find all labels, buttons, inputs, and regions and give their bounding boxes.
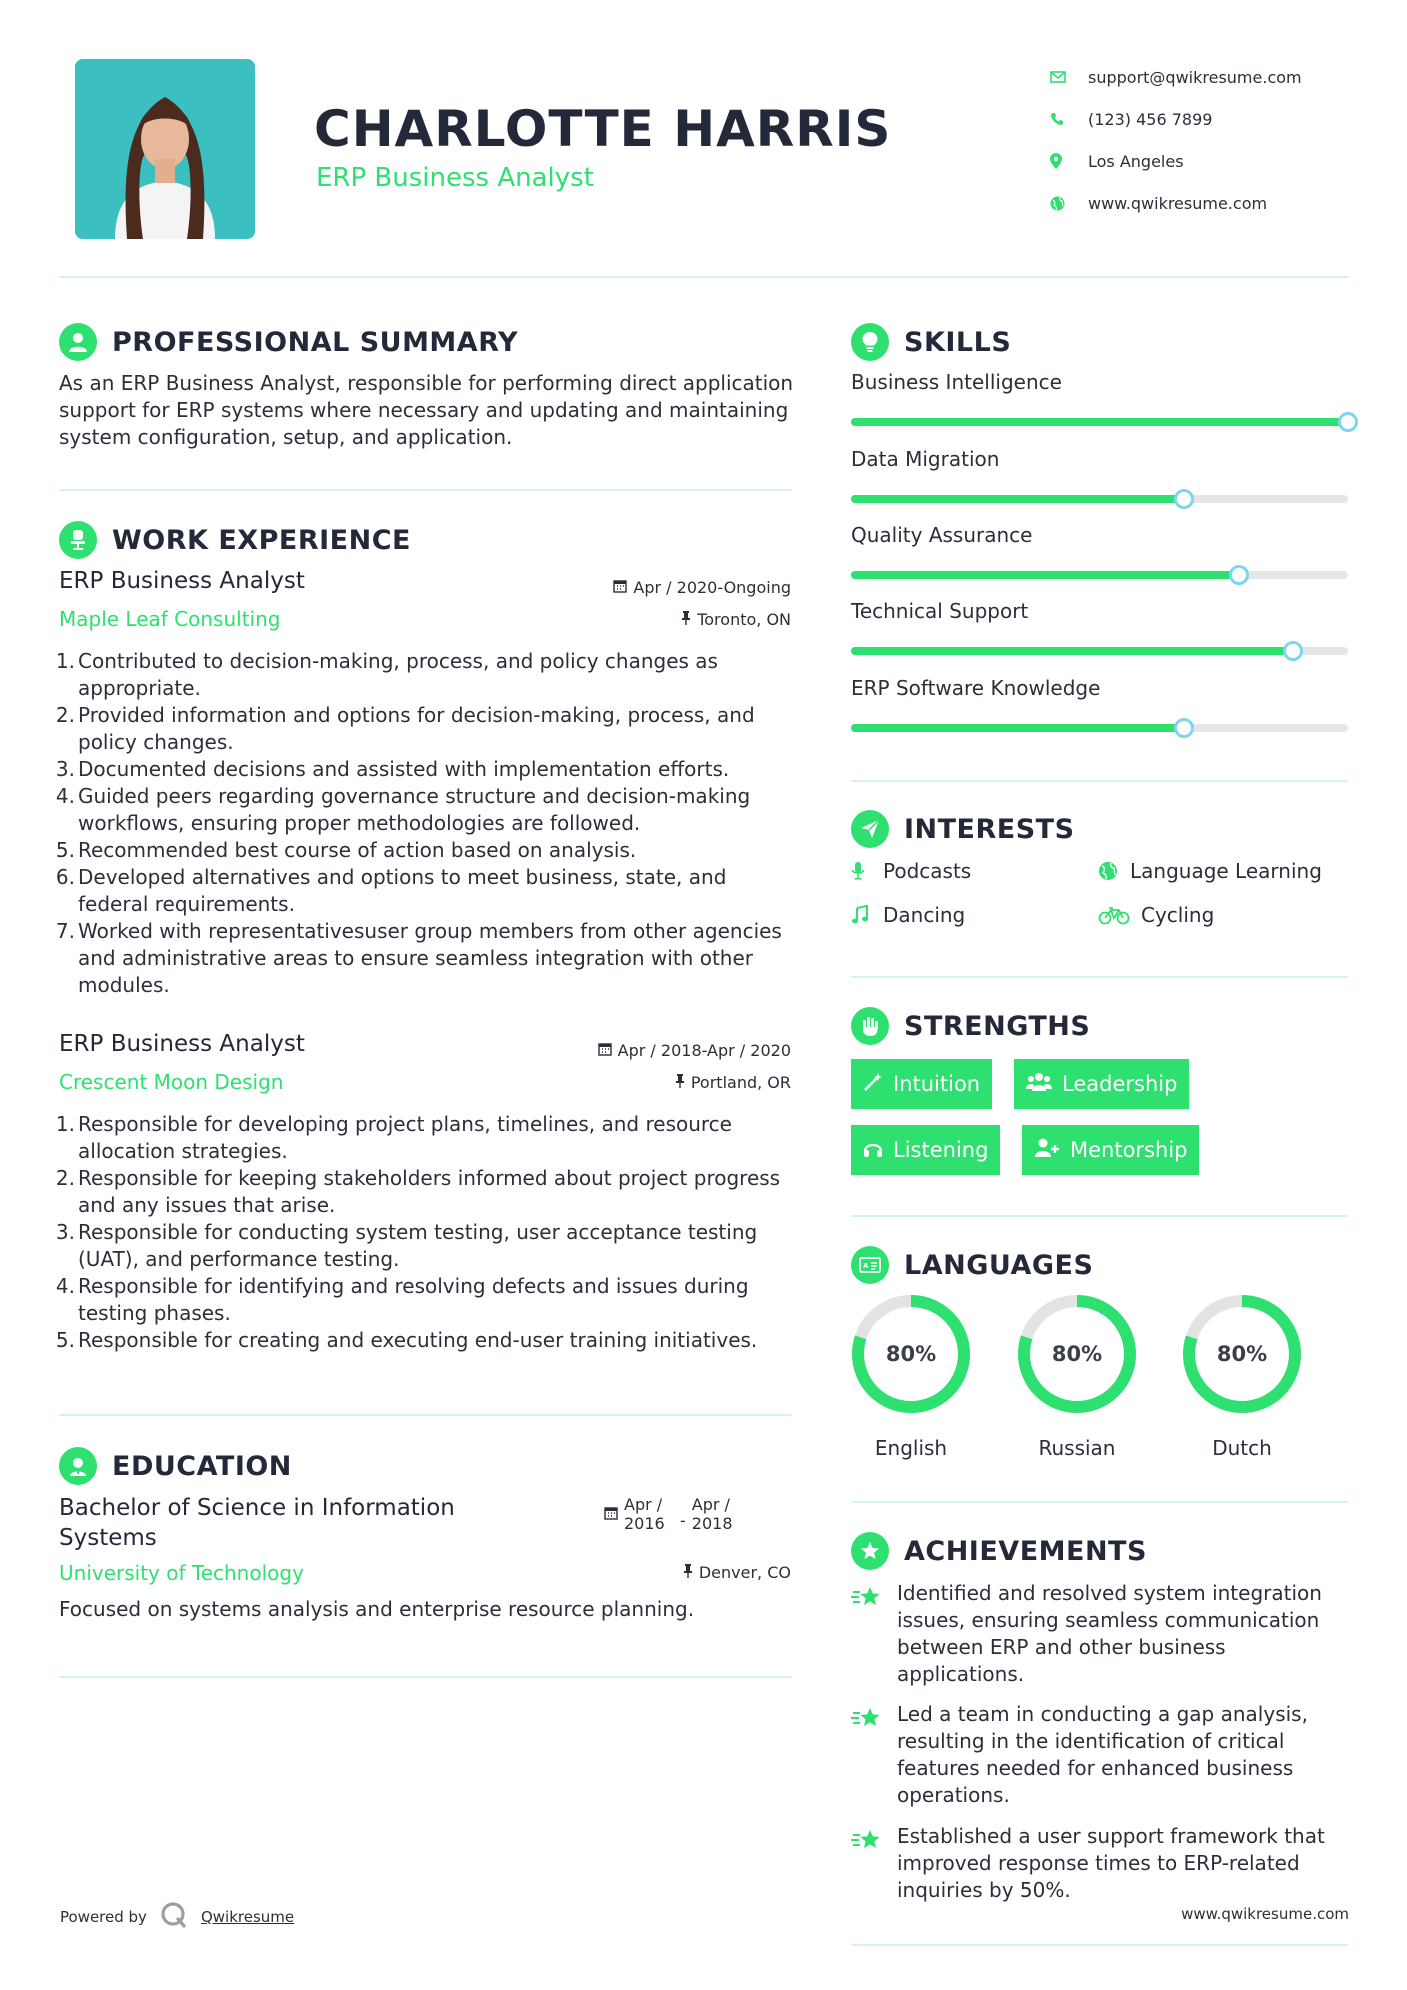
strengths-divider: [851, 1215, 1348, 1217]
svg-text:A: A: [863, 1262, 869, 1270]
interests-divider: [851, 976, 1348, 978]
skill-label: Business Intelligence: [851, 370, 1062, 394]
skill-label: ERP Software Knowledge: [851, 676, 1101, 700]
summary-title: PROFESSIONAL SUMMARY: [112, 326, 519, 358]
skill-knob[interactable]: [1174, 489, 1194, 509]
magic-wand-icon: [863, 1072, 883, 1097]
id-card-icon: [851, 1246, 889, 1284]
skill-knob[interactable]: [1229, 565, 1249, 585]
education-end: Apr / 2018: [691, 1495, 733, 1533]
language-item: [1180, 1292, 1304, 1460]
language-name: Russian: [1038, 1436, 1116, 1460]
skill-track: [851, 724, 1348, 732]
pin-icon: [683, 1563, 693, 1582]
calendar-icon: [604, 1495, 618, 1524]
user-plus-icon: [1034, 1138, 1060, 1163]
languages-divider: [851, 1501, 1348, 1503]
job-2-title: ERP Business Analyst: [59, 1031, 305, 1057]
skill-row: [851, 370, 1348, 426]
job-1-date: [613, 578, 791, 597]
list-item: 5. Responsible for creating and executing end-user training initiatives.: [55, 1328, 758, 1352]
strength-tag: Listening: [851, 1125, 1000, 1175]
calendar-icon: [613, 578, 627, 597]
interest-item: Dancing: [851, 903, 965, 927]
experience-divider: [59, 1414, 792, 1416]
list-item: 4. Guided peers regarding governance structure and decision-making workflows, ensuring proper methodologies are followed.: [55, 784, 751, 835]
achievement-item: Identified and resolved system integration issues, ensuring seamless communication between ERP and other business applications.: [851, 1580, 1351, 1688]
summary-divider: [59, 489, 792, 491]
job-2-location: [675, 1073, 791, 1092]
skill-track: [851, 418, 1348, 426]
group-icon: [1026, 1072, 1052, 1097]
candidate-role: ERP Business Analyst: [316, 163, 594, 193]
job-2-duties: [55, 1111, 800, 1354]
education-dates: [604, 1495, 740, 1533]
list-item: 1. Responsible for developing project plans, timelines, and resource allocation strategies.: [55, 1112, 732, 1163]
achievement-item: Led a team in conducting a gap analysis, resulting in the identification of critical features needed for enhanced business operations.: [851, 1701, 1351, 1809]
list-item: 4. Responsible for identifying and resolving defects and issues during testing phases.: [55, 1274, 749, 1325]
languages-heading: [851, 1246, 1093, 1284]
skill-knob[interactable]: [1283, 641, 1303, 661]
experience-heading: [59, 521, 411, 559]
skill-track: [851, 495, 1348, 503]
footer-powered: [60, 1900, 294, 1934]
skill-label: Quality Assurance: [851, 523, 1033, 547]
contact-block: [1050, 56, 1302, 224]
skill-row: [851, 523, 1348, 579]
strength-tag: Intuition: [851, 1059, 992, 1109]
list-item: 5. Recommended best course of action based on analysis.: [55, 838, 637, 862]
star-icon: [851, 1823, 897, 1904]
job-1-duties: [55, 648, 800, 999]
bicycle-icon: [1098, 905, 1141, 925]
education-divider: [59, 1676, 792, 1678]
job-2-date: [598, 1041, 791, 1060]
star-icon: [851, 1580, 897, 1688]
strengths-heading: [851, 1007, 1090, 1045]
globe-icon: [1098, 861, 1130, 881]
education-school: University of Technology: [59, 1561, 304, 1585]
language-percent: 80%: [885, 1342, 937, 1366]
education-heading: [59, 1447, 292, 1485]
skills-heading: [851, 323, 1011, 361]
skill-fill: [851, 418, 1348, 426]
list-item: 7. Worked with representativesuser group members from other agencies and administrative areas to ensure seamless integration with other modules.: [55, 919, 782, 997]
graduate-icon: [59, 1447, 97, 1485]
language-name: Dutch: [1212, 1436, 1272, 1460]
education-location: [683, 1563, 791, 1582]
list-item: 6. Developed alternatives and options to meet business, state, and federal requirements.: [55, 865, 727, 916]
job-1-location-text: Toronto, ON: [697, 610, 791, 629]
education-location-text: Denver, CO: [698, 1563, 791, 1582]
skill-track: [851, 647, 1348, 655]
profile-photo: [75, 59, 255, 239]
strengths-title: STRENGTHS: [904, 1010, 1091, 1042]
education-text: Focused on systems analysis and enterprise resource planning.: [59, 1597, 695, 1621]
interests-heading: [851, 810, 1075, 848]
skills-title: SKILLS: [904, 326, 1012, 358]
qwikresume-link[interactable]: Qwikresume: [200, 1908, 295, 1926]
phone-icon: [1050, 112, 1088, 126]
skill-knob[interactable]: [1174, 718, 1194, 738]
skill-label: Technical Support: [851, 599, 1029, 623]
powered-by-text: Powered by: [60, 1908, 147, 1926]
list-item: 3. Responsible for conducting system testing, user acceptance testing (UAT), and performance testing.: [55, 1220, 758, 1271]
skill-row: [851, 676, 1348, 732]
job-1-location: [681, 610, 791, 629]
skill-fill: [851, 571, 1239, 579]
skill-track: [851, 571, 1348, 579]
achievements-title: ACHIEVEMENTS: [904, 1535, 1147, 1567]
job-2-date-text: Apr / 2018-Apr / 2020: [617, 1041, 791, 1060]
envelope-icon: [1050, 71, 1088, 83]
skill-fill: [851, 647, 1293, 655]
education-degree: Bachelor of Science in Information Systems: [59, 1495, 455, 1551]
job-2-company: Crescent Moon Design: [59, 1070, 284, 1094]
raised-hand-icon: [851, 1007, 889, 1045]
chair-icon: [59, 521, 97, 559]
interest-item: Podcasts: [851, 859, 971, 883]
qwikresume-logo-icon: [159, 1900, 189, 1934]
skill-fill: [851, 495, 1184, 503]
candidate-name: CHARLOTTE HARRIS: [314, 100, 892, 158]
skill-label: Data Migration: [851, 447, 1000, 471]
contact-location-text: Los Angeles: [1088, 151, 1184, 171]
pin-icon: [675, 1073, 685, 1092]
job-1-company: Maple Leaf Consulting: [59, 607, 281, 631]
skills-divider: [851, 780, 1348, 782]
date-separator: -: [680, 1511, 686, 1530]
contact-phone-text: (123) 456 7899: [1088, 109, 1213, 129]
summary-heading: [59, 323, 518, 361]
lightbulb-icon: [851, 323, 889, 361]
strength-tag: Leadership: [1014, 1059, 1189, 1109]
education-title: EDUCATION: [112, 1450, 292, 1482]
star-icon: [851, 1701, 897, 1809]
education-start: Apr / 2016: [624, 1495, 665, 1533]
footer-website[interactable]: www.qwikresume.com: [1181, 1905, 1349, 1923]
interest-item: Language Learning: [1098, 859, 1322, 883]
user-icon: [59, 323, 97, 361]
strength-tag: Mentorship: [1022, 1125, 1199, 1175]
language-percent: 80%: [1051, 1342, 1103, 1366]
list-item: 2. Responsible for keeping stakeholders informed about project progress and any issues that arise.: [55, 1166, 781, 1217]
job-1-title: ERP Business Analyst: [59, 568, 305, 594]
music-icon: [851, 905, 883, 925]
contact-phone[interactable]: [1050, 98, 1302, 140]
language-item: [849, 1292, 973, 1460]
contact-location: [1050, 140, 1302, 182]
list-item: 1. Contributed to decision-making, process, and policy changes as appropriate.: [55, 649, 718, 700]
interest-item: Cycling: [1098, 903, 1214, 927]
language-name: English: [874, 1436, 948, 1460]
skill-fill: [851, 724, 1184, 732]
achievements-divider: [851, 1944, 1348, 1946]
header-divider: [59, 276, 1349, 278]
language-item: [1015, 1292, 1139, 1460]
languages-title: LANGUAGES: [904, 1249, 1094, 1281]
calendar-icon: [598, 1041, 612, 1060]
contact-website-text: www.qwikresume.com: [1088, 193, 1268, 213]
achievements-heading: [851, 1532, 1147, 1570]
headphones-icon: [863, 1138, 883, 1163]
pin-icon: [681, 610, 691, 629]
list-item: 3. Documented decisions and assisted with implementation efforts.: [55, 757, 730, 781]
job-1-date-text: Apr / 2020-Ongoing: [633, 578, 791, 597]
microphone-icon: [851, 861, 883, 881]
contact-email[interactable]: [1050, 56, 1302, 98]
job-2-location-text: Portland, OR: [690, 1073, 791, 1092]
achievement-item: Established a user support framework that improved response times to ERP-related inquiries by 50%.: [851, 1823, 1351, 1904]
summary-text: As an ERP Business Analyst, responsible for performing direct application support for ERP systems where necessary and updating and maintaining system configuration, setup, and application.: [59, 371, 794, 449]
contact-email-text: support@qwikresume.com: [1088, 67, 1302, 87]
language-percent: 80%: [1216, 1342, 1268, 1366]
interests-title: INTERESTS: [904, 813, 1075, 845]
experience-title: WORK EXPERIENCE: [112, 524, 411, 556]
star-badge-icon: [851, 1532, 889, 1570]
map-marker-icon: [1050, 153, 1088, 169]
paper-plane-icon: [851, 810, 889, 848]
list-item: 2. Provided information and options for decision-making, process, and policy changes.: [55, 703, 755, 754]
globe-icon: [1050, 196, 1088, 211]
skill-row: [851, 599, 1348, 655]
skill-row: [851, 447, 1348, 503]
skill-knob[interactable]: [1338, 412, 1358, 432]
contact-website[interactable]: [1050, 182, 1302, 224]
